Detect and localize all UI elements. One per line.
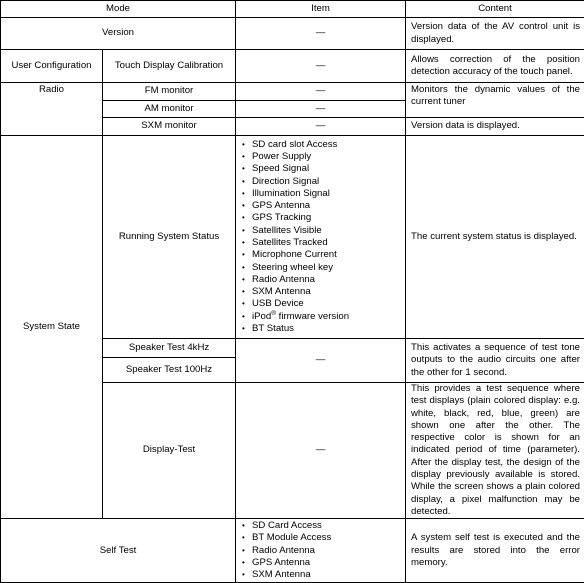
item-dash: — [236,101,406,118]
list-item: • Steering wheel key [240,262,401,274]
submode-running-system-status: Running System Status [103,136,236,339]
mode-user-configuration: User Configuration [1,50,103,83]
content-sxm-version: Version data is displayed. [406,118,584,136]
running-status-list [240,139,401,336]
list-item: • Power Supply [240,151,401,163]
item-list-running-status [236,136,406,339]
list-item: • Illumination Signal [240,188,401,200]
mode-system-state: System State [1,136,103,519]
list-item: • SD Card Access [240,520,401,532]
list-item: • Speed Signal [240,163,401,175]
list-item: • Satellites Tracked [240,237,401,249]
table-row [1,50,584,83]
mode-radio: Radio [1,83,103,136]
content-display-test: This provides a test sequence where test displays (plain colored display: e.g. white, black, red, blue, green) are shown one after the other. The respective color is shown for an indicated period of time (parameter). After the display test, the design of the display previously available is stored. While the screen shows a plain colored display, a pixel malfunction may be detected. [406,383,584,519]
content-version: Version data of the AV control unit is displayed. [406,18,584,50]
item-list-self-test [236,519,406,583]
header-mode: Mode [1,1,236,18]
list-item: • SXM Antenna [240,569,401,581]
submode-am-monitor: AM monitor [103,101,236,118]
item-dash: — [236,118,406,136]
table-row [1,136,584,339]
ipod-label: iPod [252,311,271,322]
list-item: • GPS Antenna [240,557,401,569]
list-item: • USB Device [240,298,401,310]
registered-mark: ® [271,310,276,317]
submode-fm-monitor: FM monitor [103,83,236,101]
header-item: Item [236,1,406,18]
submode-sxm-monitor: SXM monitor [103,118,236,136]
list-item: • GPS Tracking [240,212,401,224]
list-item: • BT Module Access [240,532,401,544]
content-speaker-test: This activates a sequence of test tone outputs to the audio circuits one after the other for 1 second. [406,339,584,383]
table-row [1,83,584,101]
header-row [1,1,584,18]
item-dash: — [236,339,406,383]
self-test-list [240,520,401,581]
ipod-firmware-label: firmware version [276,311,349,322]
submode-speaker-test-4khz: Speaker Test 4kHz [103,339,236,358]
content-tuner-monitor: Monitors the dynamic values of the current tuner [406,83,584,118]
list-item: • BT Status [240,323,401,335]
table-row [1,18,584,50]
list-item: • Radio Antenna [240,274,401,286]
list-item: • Radio Antenna [240,545,401,557]
list-item: • SXM Antenna [240,286,401,298]
content-self-test: A system self test is executed and the results are stored into the error memory. [406,519,584,583]
item-dash: — [236,383,406,519]
header-content: Content [406,1,584,18]
item-dash: — [236,18,406,50]
list-item-ipod [240,311,401,323]
mode-version: Version [1,18,236,50]
mode-self-test: Self Test [1,519,236,583]
list-item: • Microphone Current [240,249,401,261]
submode-display-test: Display-Test [103,383,236,519]
item-dash: — [236,83,406,101]
item-dash: — [236,50,406,83]
content-running-status: The current system status is displayed. [406,136,584,339]
list-item: • GPS Antenna [240,200,401,212]
list-item: • SD card slot Access [240,139,401,151]
list-item: • Direction Signal [240,176,401,188]
table-row [1,519,584,583]
submode-speaker-test-100hz: Speaker Test 100Hz [103,358,236,383]
submode-touch-display-calibration: Touch Display Calibration [103,50,236,83]
list-item: • Satellites Visible [240,225,401,237]
content-touch-calibration: Allows correction of the position detection accuracy of the touch panel. [406,50,584,83]
